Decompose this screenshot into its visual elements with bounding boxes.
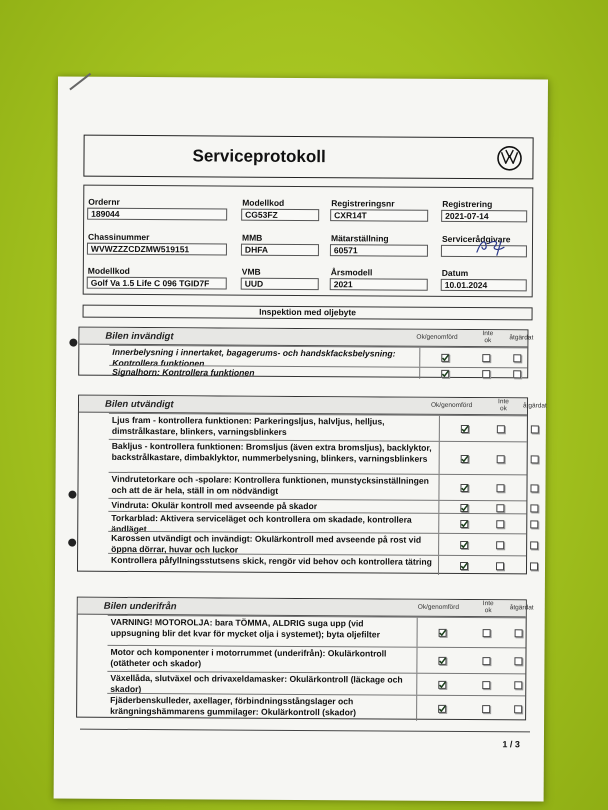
action-checkbox[interactable] [514,681,522,689]
checklist-item-text: Kontrollera påfyllningsstutsens skick, rengör vid behov och kontrollera tätring [111,554,432,567]
row-divider [419,368,420,379]
row-divider [439,442,440,474]
punch-hole [68,539,76,547]
checklist-row [108,615,526,648]
action-checkbox[interactable] [530,504,538,512]
row-divider [438,534,439,555]
checklist-row [109,345,527,368]
checklist-row [109,439,527,475]
action-checkbox[interactable] [531,455,539,463]
checklist-row [108,553,526,576]
vmb-value: UUD [241,278,319,290]
document-header [83,135,533,180]
checklist-row [108,472,526,501]
column-not-ok-line1: Inte [498,398,509,406]
checklist-item-text: VARNING! MOTOROLJA: bara TÖMMA, ALDRIG suga upp (vid uppsugning blir det kvar för mycket olja i systemet); byta oljefilter [110,616,380,639]
model-code-label: Modellkod [242,197,285,208]
checklist-row [109,413,527,442]
row-divider [438,514,439,533]
column-not-ok-line1: Inte [482,600,494,608]
not-ok-checkbox[interactable] [483,629,491,637]
punch-hole [69,339,77,347]
checklist-item-text: Karossen utvändigt och invändigt: Okulärkontroll med avseende på rost vid öppna dörrar, huvar och luckor [111,532,422,555]
order-no-label: Ordernr [88,196,120,207]
ok-checkbox[interactable] [461,425,469,433]
action-checkbox[interactable] [530,484,538,492]
model-code-value: CG53FZ [241,209,319,221]
checklist-item-text: Innerbelysning i innertaket, bagagerums- och handskfacksbelysning: Kontrollera funktionen [112,346,396,368]
checklist-item-text: Ljus fram - kontrollera funktionen: Parkeringsljus, halvljus, helljus, dimstrålkastare, blinkers, varningsblinkers [111,414,385,437]
vw-logo-icon [496,145,522,171]
action-checkbox[interactable] [514,705,522,713]
column-not-ok-header [483,600,494,614]
action-checkbox[interactable] [530,562,538,570]
ok-checkbox[interactable] [441,370,449,378]
model-desc-value: Golf Va 1.5 Life C 096 TGID7F [87,277,227,290]
action-checkbox[interactable] [531,425,539,433]
checklist-item-text: Torkarblad: Aktivera serviceläget och kontrollera om skadade, kontrollera ändläget [111,512,412,534]
inspection-banner: Inspektion med oljebyte [83,305,533,321]
order-no-value: 189044 [87,208,227,221]
column-not-ok-header [498,398,509,412]
advisor-signature [471,237,515,257]
reg-no-value: CXR14T [330,209,428,222]
checklist-item-text: Växellåda, slutväxel och drivaxeldamasker: Okulärkontroll (läckage och skador) [110,672,403,694]
column-not-ok-header [482,330,493,344]
chassis-label: Chassinummer [87,231,150,243]
mmb-value: DHFA [241,244,319,256]
row-divider [416,648,417,673]
checklist-item-text: Fjäderbenskulleder, axellager, förbindningsstångslager och krängningshämmarens gummilager: Okulärkontroll (skador) [110,694,357,717]
registration-value: 2021-07-14 [441,210,527,223]
page-number: 1 / 3 [502,739,520,750]
checklist-item-text: Motor och komponenter i motorrummet (underifrån): Okulärkontroll (otätheter och skador) [110,646,387,668]
action-checkbox[interactable] [513,370,521,378]
advisor-label: Servicerådgivare [441,233,511,245]
row-divider [416,696,417,721]
date-label: Datum [441,267,469,279]
not-ok-checkbox[interactable] [496,504,504,512]
checklist-row [107,671,525,696]
model-desc-label: Modellkod [87,265,130,276]
column-ok-header: Ok/genomförd [417,603,459,611]
odometer-value: 60571 [330,244,428,257]
punch-hole [68,491,76,499]
column-ok-header: Ok/genomförd [430,401,473,410]
checklist-item-text: Vindruta: Okulär kontroll med avseende på skador [111,499,318,512]
action-checkbox[interactable] [513,354,521,362]
vehicle-info-box [83,185,534,298]
row-divider [439,416,440,441]
checklist-item-text: Bakljus - kontrollera funktionen: Bromsljus (även extra bromsljus), backlyktor, backstrålkastare, dimbaklyktor, nummerbelysning, blinkers, varningsblinkers [111,440,432,464]
row-divider [438,556,439,575]
column-ok-header: Ok/genomförd [416,333,458,341]
ok-checkbox[interactable] [439,629,447,637]
action-checkbox[interactable] [530,541,538,549]
column-action-header: åtgärdat [509,604,534,612]
ok-checkbox[interactable] [438,681,446,689]
column-not-ok-line2: ok [484,607,492,615]
chassis-value: WVWZZZCDZMW519151 [87,243,227,256]
date-value: 10.01.2024 [441,279,527,292]
service-protocol-sheet [54,77,548,802]
row-divider [416,674,417,695]
row-divider [438,501,439,513]
not-ok-checkbox[interactable] [497,425,505,433]
not-ok-checkbox[interactable] [497,455,505,463]
column-not-ok-line2: ok [484,337,492,345]
checklist-row [107,693,525,722]
section-2 [77,395,547,575]
ok-checkbox[interactable] [438,705,446,713]
action-checkbox[interactable] [530,520,538,528]
mmb-label: MMB [241,232,263,243]
ok-checkbox[interactable] [438,657,446,665]
ok-checkbox[interactable] [460,484,468,492]
checklist-row [108,511,526,534]
not-ok-checkbox[interactable] [482,681,490,689]
reg-no-label: Registreringsnr [331,198,395,209]
not-ok-checkbox[interactable] [482,354,490,362]
checklist-row [107,645,525,674]
section-title: Bilen underifrån [103,600,177,613]
row-divider [417,618,418,647]
ok-checkbox[interactable] [460,541,468,549]
footer-divider [80,729,530,733]
not-ok-checkbox[interactable] [496,541,504,549]
action-checkbox[interactable] [515,629,523,637]
checklist-item-text: Vindrutetorkare och -spolare: Kontrollera funktionen, munstycksinställningen och att de är hela, ställ in om nödvändigt [111,473,429,496]
not-ok-checkbox[interactable] [496,562,504,570]
action-checkbox[interactable] [514,657,522,665]
ok-checkbox[interactable] [460,504,468,512]
column-action-header: åtgärdat [509,334,534,342]
inspection-sections [58,77,548,80]
model-year-value: 2021 [330,278,428,291]
ok-checkbox[interactable] [461,455,469,463]
ok-checkbox[interactable] [460,562,468,570]
checklist-item-text: Signalhorn: Kontrollera funktionen [112,366,255,378]
checklist-row [108,531,526,556]
column-not-ok-line2: ok [499,405,507,413]
section-title: Bilen utvändigt [104,398,174,411]
odometer-label: Mätarställning [330,233,389,244]
column-action-header: åtgärdat [522,402,547,410]
ok-checkbox[interactable] [460,520,468,528]
registration-label: Registrering [442,198,493,210]
column-not-ok-line1: Inte [482,330,494,338]
section-1 [78,327,534,379]
vmb-label: VMB [241,266,261,277]
row-divider [419,348,420,367]
checklist-row [109,365,527,380]
not-ok-checkbox[interactable] [482,657,490,665]
not-ok-checkbox[interactable] [496,484,504,492]
section-title: Bilen invändigt [105,330,174,343]
section-3 [76,597,534,721]
not-ok-checkbox[interactable] [496,520,504,528]
document-title: Serviceprotokoll [192,146,326,167]
not-ok-checkbox[interactable] [482,705,490,713]
pencil-mark [69,73,91,90]
ok-checkbox[interactable] [441,354,449,362]
row-divider [438,475,439,500]
model-year-label: Årsmodell [330,267,373,278]
not-ok-checkbox[interactable] [482,370,490,378]
